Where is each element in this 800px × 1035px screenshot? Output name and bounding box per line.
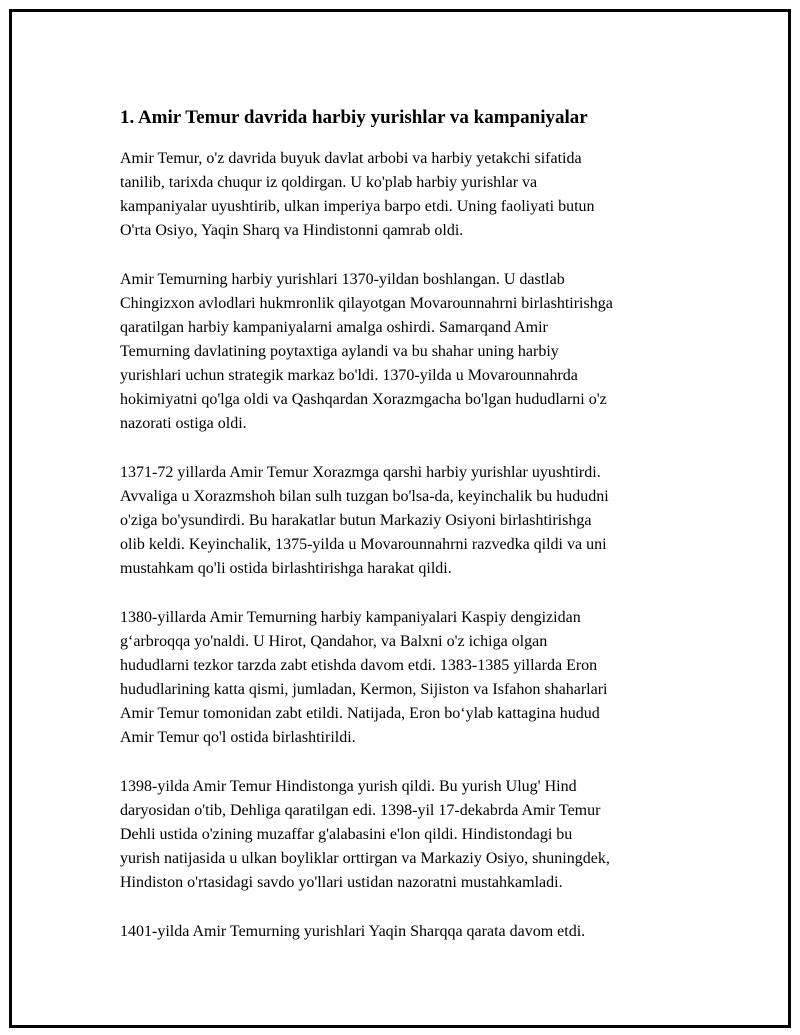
text-line: 1401-yilda Amir Temurning yurishlari Yaqin Sharqqa qarata davom etdi. xyxy=(120,923,586,940)
text-line: nazorati ostiga oldi. xyxy=(120,415,247,432)
text-line: Avvaliga u Xorazmshoh bilan sulh tuzgan bo'lsa-da, keyinchalik bu hududni xyxy=(120,488,609,505)
text-line: daryosidan o'tib, Dehliga qaratilgan edi. 1398-yil 17-dekabrda Amir Temur xyxy=(120,802,601,819)
text-line: Chingizxon avlodlari hukmronlik qilayotgan Movarounnahrni birlashtirishga xyxy=(120,295,613,312)
paragraph-1 xyxy=(120,147,710,243)
text-line: hududlarni tezkor tarzda zabt etishda davom etdi. 1383-1385 yillarda Eron xyxy=(120,657,598,674)
text-line: tanilib, tarixda chuqur iz qoldirgan. U ko'plab harbiy yurishlar va xyxy=(120,174,538,191)
document-body xyxy=(120,106,710,969)
text-line: hududlarining katta qismi, jumladan, Kermon, Sijiston va Isfahon shaharlari xyxy=(120,681,608,698)
text-line: Dehli ustida o'zining muzaffar g'alabasini e'lon qildi. Hindistondagi bu xyxy=(120,826,573,843)
text-line: O'rta Osiyo, Yaqin Sharq va Hindistonni qamrab oldi. xyxy=(120,222,464,239)
page-frame xyxy=(9,9,791,1028)
paragraph-6 xyxy=(120,920,710,944)
paragraph-5 xyxy=(120,775,710,895)
text-line: Hindiston o'rtasidagi savdo yo'llari ustidan nazoratni mustahkamladi. xyxy=(120,874,563,891)
text-line: olib keldi. Keyinchalik, 1375-yilda u Movarounnahrni razvedka qildi va uni xyxy=(120,536,607,553)
paragraph-2 xyxy=(120,268,710,436)
text-line: 1398-yilda Amir Temur Hindistonga yurish qildi. Bu yurish Ulug' Hind xyxy=(120,778,577,795)
text-line: kampaniyalar uyushtirib, ulkan imperiya barpo etdi. Uning faoliyati butun xyxy=(120,198,595,215)
paragraph-3 xyxy=(120,461,710,581)
text-line: o'ziga bo'ysundirdi. Bu harakatlar butun Markaziy Osiyoni birlashtirishga xyxy=(120,512,592,529)
text-line: qaratilgan harbiy kampaniyalarni amalga oshirdi. Samarqand Amir xyxy=(120,319,548,336)
text-line: yurish natijasida u ulkan boyliklar orttirgan va Markaziy Osiyo, shuningdek, xyxy=(120,850,610,867)
text-line: 1371-72 yillarda Amir Temur Xorazmga qarshi harbiy yurishlar uyushtirdi. xyxy=(120,464,601,481)
section-heading: 1. Amir Temur davrida harbiy yurishlar va kampaniyalar xyxy=(120,107,588,128)
text-line: Temurning davlatining poytaxtiga aylandi va bu shahar uning harbiy xyxy=(120,343,559,360)
text-line: g‘arbroqqa yo'naldi. U Hirot, Qandahor, va Balxni o'z ichiga olgan xyxy=(120,633,548,650)
text-line: 1380-yillarda Amir Temurning harbiy kampaniyalari Kaspiy dengizidan xyxy=(120,609,581,626)
text-line: Amir Temur, o'z davrida buyuk davlat arbobi va harbiy yetakchi sifatida xyxy=(120,150,582,167)
text-line: Amir Temur qo'l ostida birlashtirildi. xyxy=(120,729,356,746)
text-line: hokimiyatni qo'lga oldi va Qashqardan Xorazmgacha bo'lgan hududlarni o'z xyxy=(120,391,607,408)
text-line: mustahkam qo'li ostida birlashtirishga harakat qildi. xyxy=(120,560,452,577)
text-line: Amir Temur tomonidan zabt etildi. Natijada, Eron bo‘ylab kattagina hudud xyxy=(120,705,600,722)
text-line: Amir Temurning harbiy yurishlari 1370-yildan boshlangan. U dastlab xyxy=(120,271,565,288)
text-line: yurishlari uchun strategik markaz bo'ldi. 1370-yilda u Movarounnahrda xyxy=(120,367,578,384)
paragraph-4 xyxy=(120,606,710,750)
